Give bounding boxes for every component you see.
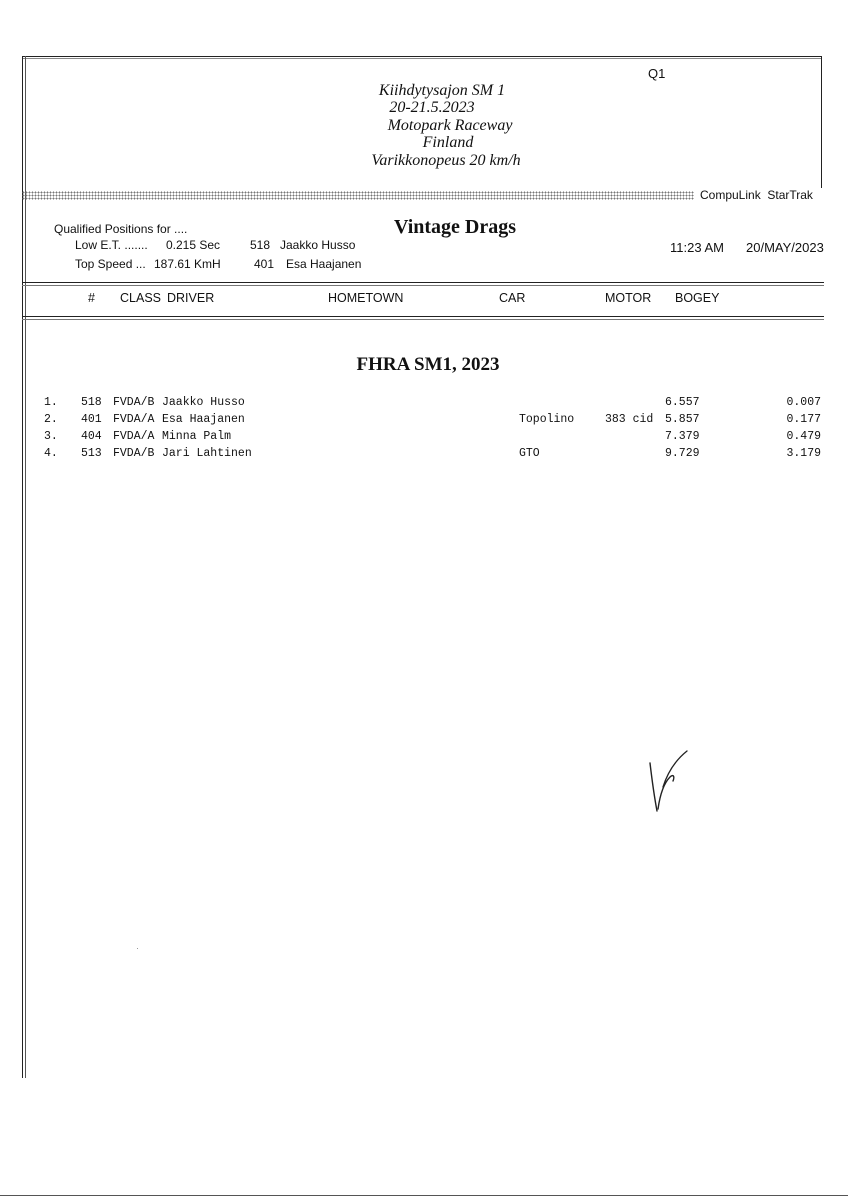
row-number: 404 xyxy=(81,430,102,443)
system-name: CompuLink StarTrak xyxy=(700,188,813,202)
row-bogey: 5.857 xyxy=(665,413,700,426)
low-et-label: Low E.T. ....... xyxy=(75,238,148,252)
col-driver: DRIVER xyxy=(167,291,215,305)
row-driver: Minna Palm xyxy=(162,430,232,443)
left-border-inner xyxy=(25,56,26,1078)
class-title: Vintage Drags xyxy=(394,216,517,238)
signature xyxy=(640,745,700,820)
table-row xyxy=(0,430,848,447)
bottom-edge xyxy=(0,1195,848,1196)
top-speed-driver: Esa Haajanen xyxy=(286,257,362,271)
row-bogey: 7.379 xyxy=(665,430,700,443)
table-row xyxy=(0,413,848,430)
row-diff: 0.007 xyxy=(786,396,821,409)
row-position: 2. xyxy=(44,413,58,426)
col-car: CAR xyxy=(499,291,526,305)
row-number: 518 xyxy=(81,396,102,409)
header-rule-top xyxy=(22,282,824,283)
row-driver: Jaakko Husso xyxy=(162,396,245,409)
row-motor: 383 cid xyxy=(605,413,654,426)
header-rule-top-2 xyxy=(22,285,824,286)
row-class: FVDA/B xyxy=(113,396,155,409)
top-speed-label: Top Speed ... xyxy=(75,257,146,271)
scan-speck xyxy=(137,948,138,949)
row-class: FVDA/A xyxy=(113,413,155,426)
row-diff: 3.179 xyxy=(786,447,821,460)
dotted-separator xyxy=(22,191,694,200)
top-rule-inner xyxy=(22,58,822,59)
event-dates: 20-21.5.2023 xyxy=(389,99,475,116)
section-title: FHRA SM1, 2023 xyxy=(356,354,500,375)
row-position: 1. xyxy=(44,396,58,409)
event-country: Finland xyxy=(422,134,474,151)
row-class: FVDA/A xyxy=(113,430,155,443)
col-hometown: HOMETOWN xyxy=(328,291,404,305)
row-bogey: 6.557 xyxy=(665,396,700,409)
row-diff: 0.479 xyxy=(786,430,821,443)
row-driver: Jari Lahtinen xyxy=(162,447,252,460)
col-bogey: BOGEY xyxy=(675,291,720,305)
header-rule-bottom xyxy=(22,316,824,317)
table-row xyxy=(0,396,848,413)
event-pit-speed: Varikkonopeus 20 km/h xyxy=(371,152,521,169)
col-class: CLASS xyxy=(120,291,161,305)
event-name: Kiihdytysajon SM 1 xyxy=(378,82,506,99)
low-et-driver: Jaakko Husso xyxy=(280,238,356,252)
session-label: Q1 xyxy=(648,66,666,81)
row-class: FVDA/B xyxy=(113,447,155,460)
top-speed-car: 401 xyxy=(254,257,275,271)
row-car: GTO xyxy=(519,447,540,460)
col-motor: MOTOR xyxy=(605,291,652,305)
row-diff: 0.177 xyxy=(786,413,821,426)
qualified-heading: Qualified Positions for .... xyxy=(54,222,188,236)
row-driver: Esa Haajanen xyxy=(162,413,245,426)
table-row xyxy=(0,447,848,464)
report-time: 11:23 AM xyxy=(670,240,724,255)
top-speed-value: 187.61 KmH xyxy=(154,257,221,271)
event-venue: Motopark Raceway xyxy=(387,117,513,134)
low-et-value: 0.215 Sec xyxy=(166,238,221,252)
top-rule xyxy=(22,56,822,57)
report-date: 20/MAY/2023 xyxy=(746,240,824,255)
col-num: # xyxy=(88,291,95,305)
row-number: 513 xyxy=(81,447,102,460)
row-number: 401 xyxy=(81,413,102,426)
header-rule-bottom-2 xyxy=(22,319,824,320)
row-position: 3. xyxy=(44,430,58,443)
low-et-car: 518 xyxy=(250,238,271,252)
row-car: Topolino xyxy=(519,413,575,426)
row-bogey: 9.729 xyxy=(665,447,700,460)
left-border xyxy=(22,56,23,1078)
row-position: 4. xyxy=(44,447,58,460)
